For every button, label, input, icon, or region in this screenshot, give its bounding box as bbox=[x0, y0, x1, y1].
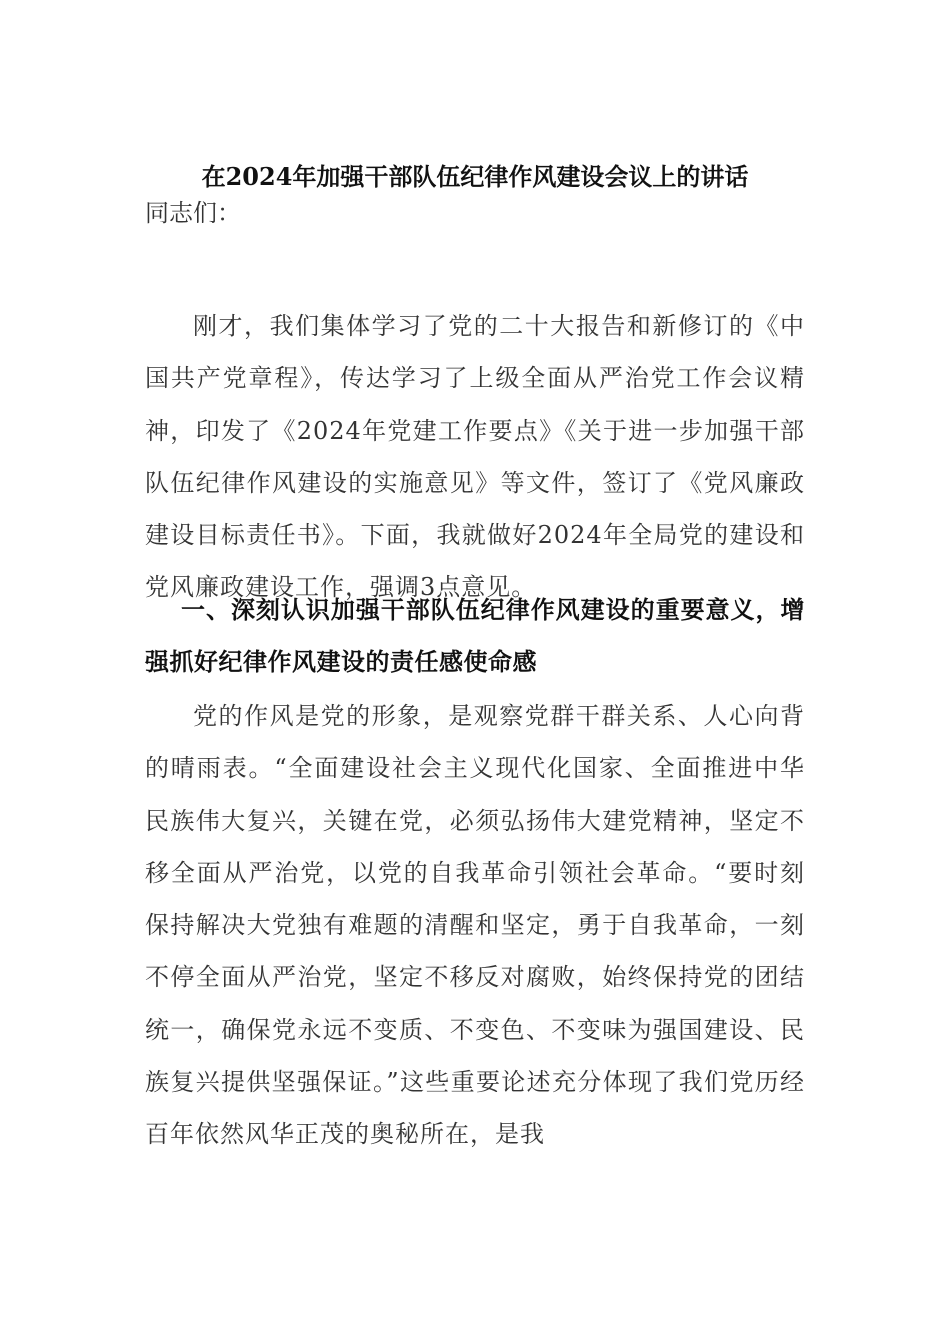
paragraph-block bbox=[145, 300, 805, 614]
document-title: 在2024年加强干部队伍纪律作风建设会议上的讲话 bbox=[201, 162, 749, 191]
section-heading: 一、深刻认识加强干部队伍纪律作风建设的重要意义，增强抓好纪律作风建设的责任感使命感 bbox=[145, 595, 805, 677]
paragraph: 党的作风是党的形象，是观察党群干群关系、人心向背的晴雨表。“全面建设社会主义现代化国家、全面推进中华民族伟大复兴，关键在党，必须弘扬伟大建党精神，坚定不移全面从严治党，以党的自我革命引领社会革命。“要时刻保持解决大党独有难题的清醒和坚定，勇于自我革命，一刻不停全面从严治党，坚定不移反对腐败，始终保持党的团结统一，确保党永远不变质、不变色、不变味为强国建设、民族复兴提供坚强保证。”这些重要论述充分体现了我们党历经百年依然风华正茂的奥秘所在，是我 bbox=[145, 702, 805, 1149]
section-heading-block bbox=[145, 584, 805, 689]
paragraph-block bbox=[145, 690, 805, 1161]
greeting: 同志们： bbox=[145, 199, 241, 227]
paragraph: 刚才，我们集体学习了党的二十大报告和新修订的《中国共产党章程》，传达学习了上级全面从严治党工作会议精神，印发了《2024年党建工作要点》《关于进一步加强干部队伍纪律作风建设的实施意见》等文件，签订了《党风廉政建设目标责任书》。下面，我就做好2024年全局党的建设和党风廉政建设工作，强调3点意见。 bbox=[145, 312, 805, 602]
